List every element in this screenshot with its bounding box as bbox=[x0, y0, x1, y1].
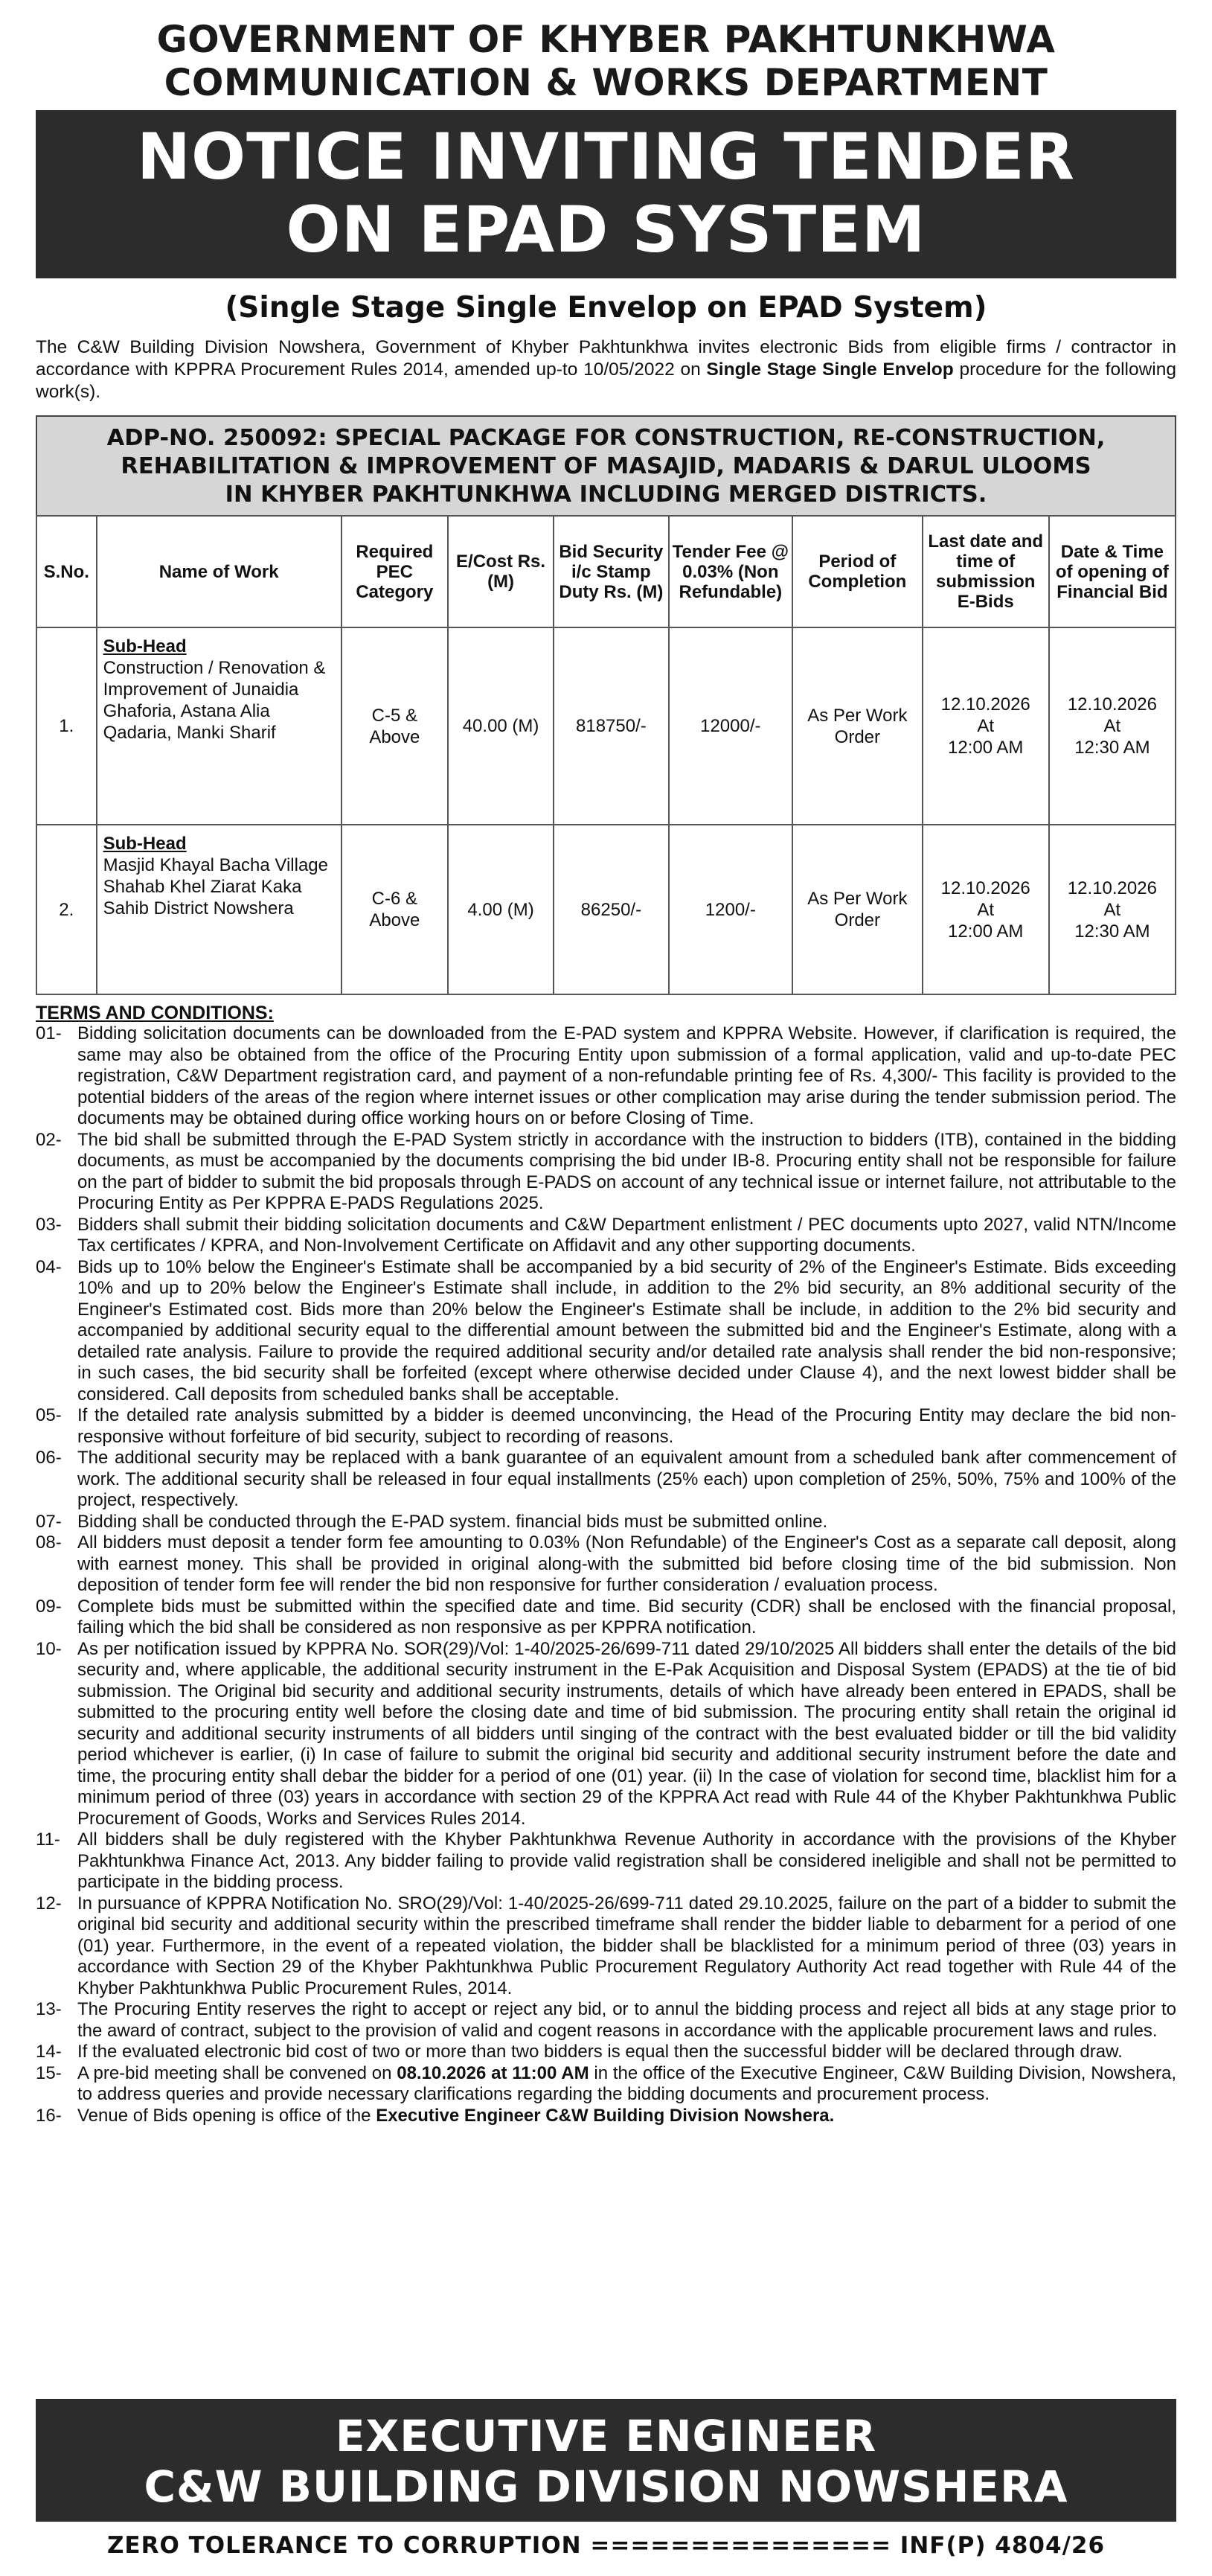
open-date: 12.10.2026 bbox=[1067, 694, 1157, 715]
work-name: Masjid Khayal Bacha Village Shahab Khel Ziarat Kaka Sahib District Nowshera bbox=[103, 855, 328, 918]
last-date: 12.10.2026 bbox=[940, 878, 1030, 898]
last-time: 12:00 AM bbox=[948, 921, 1024, 942]
cell-last-date bbox=[923, 627, 1049, 825]
term-text: If the evaluated electronic bid cost of two or more than two bidders is equal then the successful bidder will be declared through draw. bbox=[77, 2042, 1123, 2062]
term-item bbox=[36, 1257, 1176, 1406]
term-text: Bidders shall submit their bidding solicitation documents and C&W Department enlistment / PEC documents upto 2027, valid NTN/Income Tax certificates / KPRA, and Non-Involvement Certificate on Affidavit and any other supporting documents. bbox=[77, 1214, 1176, 1256]
cell-tender-fee: 1200/- bbox=[669, 825, 792, 994]
header-tender-fee: Tender Fee @ 0.03% (Non Refundable) bbox=[669, 516, 792, 627]
term-text-part: Venue of Bids opening is office of the bbox=[77, 2105, 376, 2126]
term-number: 12- bbox=[36, 1893, 62, 1914]
open-time: 12:30 AM bbox=[1074, 738, 1150, 758]
header-period: Period of Completion bbox=[792, 516, 923, 627]
department-heading: COMMUNICATION & WORKS DEPARTMENT bbox=[164, 61, 1048, 104]
cell-pec-category: C-6 & Above bbox=[342, 825, 448, 994]
header-sno: S.No. bbox=[36, 516, 97, 627]
term-number: 15- bbox=[36, 2062, 62, 2083]
term-number: 16- bbox=[36, 2105, 62, 2126]
subhead-label: Sub-Head bbox=[103, 834, 187, 854]
cell-ecost: 40.00 (M) bbox=[448, 627, 554, 825]
term-item bbox=[36, 1405, 1176, 1448]
header-pec-category: Required PEC Category bbox=[342, 516, 448, 627]
package-line1: ADP-NO. 250092: SPECIAL PACKAGE FOR CONSTRUCTION, RE-CONSTRUCTION, bbox=[106, 425, 1106, 451]
term-item bbox=[36, 1533, 1176, 1597]
term-number: 13- bbox=[36, 1999, 62, 2019]
term-text: Bids up to 10% below the Engineer's Estimate shall be accompanied by a bid security of 2% of the Engineer's Estimate. Bids exceeding 10% and up to 20% below the Engineer's Estimate shall include, in addition to the 2% bid security, an 8% additional security of the Engineer's Estimated cost. Bids more than 20% below the Engineer's Estimate shall be include, in addition to the 2% bid security and accompanied by additional security equal to the differential amount between the submitted bid and the Engineer's Estimate, along with a detailed rate analysis. Failure to provide the required additional security and/or detailed rate analysis shall render the bid non-responsive; in such cases, the bid security shall be forfeited (except where otherwise decided under Clause 4), and the next lowest bidder shall be considered. Call deposits from scheduled banks shall be acceptable. bbox=[77, 1256, 1176, 1404]
term-number: 01- bbox=[36, 1023, 62, 1043]
package-line2: REHABILITATION & IMPROVEMENT OF MASAJID, MADARIS & DARUL ULOOMS bbox=[121, 453, 1091, 479]
term-number: 07- bbox=[36, 1511, 62, 1532]
term-number: 09- bbox=[36, 1596, 62, 1617]
term-text: The bid shall be submitted through the E-PAD System strictly in accordance with the instruction to bidders (ITB), contained in the bidding documents, as must be accompanied by the documents comprising the bid under IB-8. Procuring entity shall not be responsible for failure on the part of bidder to submit the bid proposals through E-PADS on account of any technical issue or internet failure, not attributable to the Procuring Entity as Per KPPRA E-PADS Regulations 2025. bbox=[77, 1129, 1176, 1213]
term-text: Bidding shall be conducted through the E-PAD system. financial bids must be submitted online. bbox=[77, 1511, 828, 1532]
term-text: Bidding solicitation documents can be downloaded from the E-PAD system and KPPRA Website. However, if clarification is required, the same may also be obtained from the office of the Procuring Entity upon submission of a formal application, valid and up-to-date PEC registration, C&W Department registration card, and payment of a non-refundable printing fee of Rs. 4,300/- This facility is provided to the potential bidders of the areas of the region where internet issues or other complication may arise during the tender submission period. The documents may be obtained during office working hours on or before Closing of Time. bbox=[77, 1023, 1176, 1128]
signature-division: C&W BUILDING DIVISION NOWSHERA bbox=[144, 2461, 1068, 2512]
intro-paragraph bbox=[36, 336, 1176, 403]
term-text: As per notification issued by KPPRA No. SOR(29)/Vol: 1-40/2025-26/699-711 dated 29/10/2025 All bidders shall enter the details of the bid security and, where applicable, the additional security instrument in the E-Pak Acquisition and Disposal System (EPADS) at the tie of bid submission. The Original bid security and additional security instruments, details of which have already been entered in EPADS, shall be submitted to the procuring entity well before the closing date and time of bid submission. The procuring entity shall retain the original id security and additional security instruments of all bidders until singing of the contract with the best evaluated bidder or till the bid validity period whichever is earlier, (i) In case of failure to submit the original bid security and additional security instrument before the date and time, the procuring entity shall debar the bidder for a period of one (01) year. (ii) In the case of violation for second time, blacklist him for a minimum period of three (03) years in accordance with section 29 of the KPPRA Act read with Rule 44 of the Khyber Pakhtunkhwa Public Procurement of Goods, Works and Services Rules 2014. bbox=[77, 1638, 1176, 1829]
signature-title: EXECUTIVE ENGINEER bbox=[335, 2411, 877, 2461]
cell-name-of-work bbox=[97, 627, 342, 825]
open-time: 12:30 AM bbox=[1074, 921, 1150, 942]
work-name: Construction / Renovation & Improvement of Junaidia Ghaforia, Astana Alia Qadaria, Manki Sharif bbox=[103, 658, 326, 743]
last-at: At bbox=[977, 899, 995, 920]
term-item bbox=[36, 2063, 1176, 2106]
open-at: At bbox=[1103, 716, 1121, 736]
open-at: At bbox=[1103, 899, 1121, 920]
package-line3: IN KHYBER PAKHTUNKHWA INCLUDING MERGED DISTRICTS. bbox=[225, 482, 987, 508]
header-name-of-work: Name of Work bbox=[97, 516, 342, 627]
table-row bbox=[36, 825, 1176, 994]
terms-list bbox=[36, 1023, 1176, 2126]
term-text: In pursuance of KPPRA Notification No. SRO(29)/Vol: 1-40/2025-26/699-711 dated 29.10.2025, failure on the part of a bidder to submit the original bid security and additional security within the prescribed timeframe shall render the bidder liable to debarment for a period of one (01) year. Furthermore, in the event of a repeated violation, the bidder shall be blacklisted for a minimum period of three (03) years in accordance with Section 29 of the Khyber Pakhtunkhwa Public Procurement Regulatory Authority Act read together with Rule 44 of the Khyber Pakhtunkhwa Public Procurement Rules, 2014. bbox=[77, 1893, 1176, 1998]
table-header-row bbox=[36, 516, 1176, 627]
term-text bbox=[77, 2063, 1176, 2106]
term-text: Complete bids must be submitted within the specified date and time. Bid security (CDR) shall be enclosed with the financial proposal, failing which the bid shall be considered as non responsive as per KPPRA notification. bbox=[77, 1596, 1176, 1637]
term-text: The additional security may be replaced with a bank guarantee of an equivalent amount from a scheduled bank after commencement of work. The additional security shall be released in four equal installments (25% each) upon completion of 25%, 50%, 75% and 100% of the project, respectively. bbox=[77, 1448, 1176, 1510]
last-time: 12:00 AM bbox=[948, 738, 1024, 758]
header-bid-security: Bid Security i/c Stamp Duty Rs. (M) bbox=[554, 516, 668, 627]
cell-opening bbox=[1049, 825, 1176, 994]
cell-sno: 2. bbox=[36, 825, 97, 994]
procedure-subtitle: (Single Stage Single Envelop on EPAD System) bbox=[225, 291, 987, 325]
package-heading bbox=[36, 415, 1176, 515]
cell-bid-security: 818750/- bbox=[554, 627, 668, 825]
term-item bbox=[36, 1829, 1176, 1893]
term-item bbox=[36, 1215, 1176, 1257]
term-item bbox=[36, 1130, 1176, 1215]
term-item bbox=[36, 1999, 1176, 2042]
term-item bbox=[36, 1639, 1176, 1830]
term-item bbox=[36, 2042, 1176, 2063]
works-table bbox=[36, 515, 1176, 995]
cell-sno: 1. bbox=[36, 627, 97, 825]
term-text-part: A pre-bid meeting shall be convened on bbox=[77, 2062, 397, 2083]
cell-last-date bbox=[923, 825, 1049, 994]
subhead-label: Sub-Head bbox=[103, 636, 187, 656]
signature-banner bbox=[36, 2399, 1176, 2522]
header-last-date: Last date and time of submission E-Bids bbox=[923, 516, 1049, 627]
cell-period: As Per Work Order bbox=[792, 627, 923, 825]
term-number: 04- bbox=[36, 1256, 62, 1277]
term-number: 08- bbox=[36, 1533, 62, 1553]
header-opening: Date & Time of opening of Financial Bid bbox=[1049, 516, 1176, 627]
term-item bbox=[36, 1023, 1176, 1130]
notice-title-line1: NOTICE INVITING TENDER bbox=[137, 120, 1075, 194]
term-text: The Procuring Entity reserves the right to accept or reject any bid, or to annul the bidding process and reject all bids at any stage prior to the award of contract, subject to the provision of valid and cogent reasons in accordance with the applicable procurement laws and rules. bbox=[77, 1999, 1176, 2041]
term-item bbox=[36, 2106, 1176, 2127]
pre-bid-meeting-datetime: 08.10.2026 at 11:00 AM bbox=[397, 2062, 589, 2083]
term-item bbox=[36, 1448, 1176, 1512]
intro-procedure-bold: Single Stage Single Envelop bbox=[706, 359, 954, 380]
last-at: At bbox=[977, 716, 995, 736]
term-item bbox=[36, 1893, 1176, 2000]
table-row bbox=[36, 627, 1176, 825]
government-heading: GOVERNMENT OF KHYBER PAKHTUNKHWA bbox=[156, 18, 1056, 61]
footer-line: ZERO TOLERANCE TO CORRUPTION =============== INF(P) 4804/26 bbox=[106, 2532, 1106, 2559]
terms-heading: TERMS AND CONDITIONS: bbox=[36, 1003, 274, 1023]
cell-pec-category: C-5 & Above bbox=[342, 627, 448, 825]
term-item bbox=[36, 1512, 1176, 1533]
last-date: 12.10.2026 bbox=[940, 694, 1030, 715]
term-text: All bidders must deposit a tender form fee amounting to 0.03% (Non Refundable) of the Engineer's Cost as a separate call deposit, along with earnest money. This shall be provided in original along-with the submitted bid before closing time of the bid submission. Non deposition of tender form fee will render the bid non responsive for further consideration / evaluation process. bbox=[77, 1533, 1176, 1595]
term-text-part: in the office of the Executive Engineer, C&W Building Division, Nowshera, to address queries and provide necessary clarifications regarding the bidding documents and procurement process. bbox=[77, 2062, 1176, 2104]
cell-bid-security: 86250/- bbox=[554, 825, 668, 994]
term-number: 11- bbox=[36, 1829, 60, 1850]
term-text: If the detailed rate analysis submitted by a bidder is deemed unconvincing, the Head of the Procuring Entity may declare the bid non-responsive without forfeiture of bid security, subject to recording of reasons. bbox=[77, 1405, 1176, 1447]
cell-name-of-work bbox=[97, 825, 342, 994]
term-number: 10- bbox=[36, 1638, 62, 1659]
term-text bbox=[77, 2106, 1176, 2127]
term-number: 03- bbox=[36, 1214, 62, 1235]
notice-title-banner bbox=[36, 110, 1176, 278]
intro-text-end: procedure for the following work(s). bbox=[36, 359, 1176, 402]
bid-opening-venue: Executive Engineer C&W Building Division Nowshera. bbox=[376, 2105, 835, 2126]
term-item bbox=[36, 1597, 1176, 1639]
cell-ecost: 4.00 (M) bbox=[448, 825, 554, 994]
notice-title-line2: ON EPAD SYSTEM bbox=[286, 193, 926, 267]
term-number: 06- bbox=[36, 1448, 62, 1468]
open-date: 12.10.2026 bbox=[1067, 878, 1157, 898]
cell-period: As Per Work Order bbox=[792, 825, 923, 994]
term-number: 02- bbox=[36, 1129, 62, 1150]
header-ecost: E/Cost Rs. (M) bbox=[448, 516, 554, 627]
cell-opening bbox=[1049, 627, 1176, 825]
term-number: 14- bbox=[36, 2042, 62, 2062]
term-number: 05- bbox=[36, 1405, 62, 1425]
cell-tender-fee: 12000/- bbox=[669, 627, 792, 825]
intro-text: The C&W Building Division Nowshera, Government of Khyber Pakhtunkhwa invites electronic Bids from eligible firms / contractor in accordance with KPPRA Procurement Rules 2014, amended up-to 10/05/2022 on bbox=[36, 337, 1176, 380]
term-text: All bidders shall be duly registered with the Khyber Pakhtunkhwa Revenue Authority in accordance with the provisions of the Khyber Pakhtunkhwa Finance Act, 2013. Any bidder failing to provide valid registration shall be considered ineligible and shall not be permitted to participate in the bidding process. bbox=[77, 1829, 1176, 1892]
